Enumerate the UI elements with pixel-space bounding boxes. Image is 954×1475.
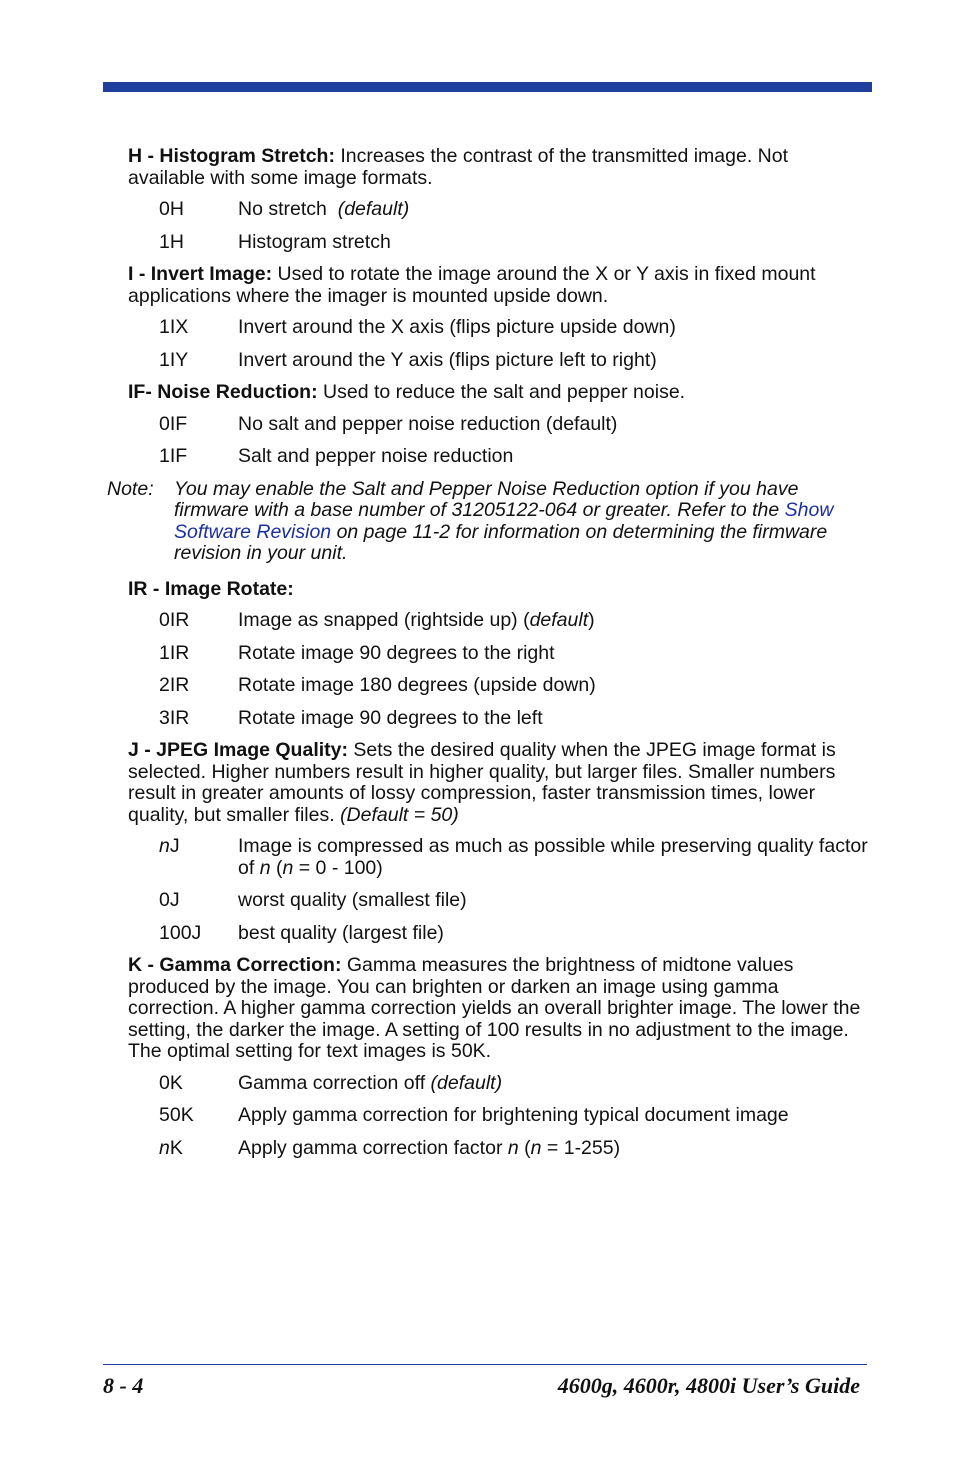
option-row [159, 446, 868, 468]
option-desc: Histogram stretch [238, 230, 391, 253]
default-marker: (default) [337, 198, 410, 220]
histogram-stretch-paragraph [128, 146, 868, 189]
option-desc-text: No stretch [238, 198, 338, 220]
option-row [159, 232, 868, 254]
note-text: on page 11-2 for information on determining the firmware revision in your unit. [174, 520, 828, 564]
option-row [159, 643, 868, 665]
option-row [159, 1105, 868, 1127]
option-row [159, 923, 868, 945]
variable-n: n [282, 856, 294, 879]
option-desc [238, 199, 868, 221]
option-row [159, 610, 868, 632]
option-row [159, 1073, 868, 1095]
option-desc: Salt and pepper noise reduction [238, 445, 514, 467]
document-body [107, 145, 868, 1170]
option-code: 0IF [159, 412, 188, 435]
option-row [159, 350, 868, 372]
option-desc-text: Apply gamma correction factor [238, 1136, 508, 1159]
option-desc: best quality (largest file) [238, 921, 444, 944]
default-marker: default [529, 609, 589, 631]
option-row [159, 708, 868, 730]
option-code: 0K [159, 1071, 183, 1094]
section-heading: IR - Image Rotate: [128, 577, 294, 600]
option-desc-text: Image as snapped (rightside up) ( [238, 609, 530, 631]
gamma-correction-paragraph [128, 955, 868, 1063]
option-row [159, 199, 868, 221]
note-block [107, 479, 868, 565]
option-code: 1IX [159, 316, 189, 338]
note-text: You may enable the Salt and Pepper Noise Reduction option if you have firmware with a base number of 31205122-064 or greater. Refer to the [174, 477, 799, 521]
section-text: Sets the desired quality when the JPEG image format is selected. Higher numbers result in higher quality, but larger files. Smaller numbers result in greater amounts of lossy compression, faster transmission times, lower quality, but smaller files. [128, 739, 836, 826]
jpeg-quality-paragraph [128, 740, 868, 826]
option-code-suffix: K [169, 1136, 183, 1159]
section-heading: J - JPEG Image Quality: [128, 739, 348, 761]
option-desc: worst quality (smallest file) [238, 889, 467, 911]
option-desc: Rotate image 180 degrees (upside down) [238, 674, 596, 696]
option-desc-text: = 1-255) [541, 1136, 621, 1159]
header-rule [103, 82, 872, 92]
show-software-revision-link[interactable]: Show Software Revision [174, 499, 834, 543]
variable-n: n [159, 835, 170, 857]
variable-n: n [530, 1136, 542, 1159]
option-desc [238, 610, 868, 632]
image-rotate-paragraph [128, 579, 868, 601]
default-marker: (default) [430, 1071, 503, 1094]
option-code: 0H [159, 198, 184, 220]
guide-title: 4600g, 4600r, 4800i User’s Guide [557, 1373, 860, 1398]
option-code: 1IR [159, 641, 190, 664]
section-heading: K - Gamma Correction: [128, 954, 342, 976]
option-row [159, 890, 868, 912]
footer-rule [103, 1364, 867, 1365]
option-desc: Rotate image 90 degrees to the left [238, 706, 543, 729]
option-row [159, 317, 868, 339]
option-row [159, 414, 868, 436]
page-number: 8 - 4 [103, 1373, 144, 1398]
option-desc-text: ( [270, 856, 283, 879]
option-desc [238, 836, 868, 879]
option-desc-text: Gamma correction off [238, 1071, 431, 1094]
invert-image-paragraph [128, 264, 868, 307]
option-code-suffix: J [169, 835, 180, 857]
option-desc: Invert around the Y axis (flips picture left to right) [238, 348, 657, 371]
section-text: Used to reduce the salt and pepper noise. [317, 381, 686, 403]
default-marker: (Default = 50) [340, 803, 459, 826]
option-code: 3IR [159, 706, 190, 729]
noise-reduction-paragraph [128, 382, 868, 404]
option-desc [238, 1138, 868, 1160]
option-code: 100J [159, 921, 202, 944]
option-code [159, 1138, 238, 1160]
option-desc-text: = 0 - 100) [293, 856, 383, 879]
variable-n: n [159, 1136, 170, 1159]
option-desc [238, 1073, 868, 1095]
option-desc: Apply gamma correction for brightening typical document image [238, 1104, 789, 1126]
option-code: 2IR [159, 674, 190, 696]
variable-n: n [259, 856, 271, 879]
option-row [159, 1138, 868, 1160]
option-desc: No salt and pepper noise reduction (default) [238, 412, 618, 435]
section-heading: IF- Noise Reduction: [128, 381, 318, 403]
option-desc: Rotate image 90 degrees to the right [238, 641, 555, 664]
option-desc-text: ( [518, 1136, 531, 1159]
section-text: Used to rotate the image around the X or Y axis in fixed mount applications where the imager is mounted upside down. [128, 263, 816, 307]
section-text: Increases the contrast of the transmitted image. Not available with some image formats. [128, 145, 789, 189]
option-row [159, 836, 868, 879]
option-code: 0J [159, 889, 180, 911]
variable-n: n [507, 1136, 519, 1159]
option-code: 1H [159, 230, 184, 253]
option-code: 0IR [159, 609, 190, 631]
option-desc-text: Image is compressed as much as possible while preserving quality factor of [238, 835, 868, 879]
section-text: Gamma measures the brightness of midtone values produced by the image. You can brighten or darken an image using gamma correction. A higher gamma correction yields an overall brighter image. The lower the setting, the darker the image. A setting of 100 results in no adjustment to the image. The optimal setting for text images is 50K. [128, 954, 861, 1062]
option-desc: Invert around the X axis (flips picture upside down) [238, 316, 676, 338]
option-row [159, 675, 868, 697]
option-code: 50K [159, 1104, 194, 1126]
option-code [159, 836, 238, 879]
note-label: Note: [107, 477, 154, 500]
option-desc-text: ) [588, 609, 595, 631]
option-code: 1IF [159, 445, 188, 467]
section-heading: H - Histogram Stretch: [128, 145, 335, 167]
option-code: 1IY [159, 348, 189, 371]
section-heading: I - Invert Image: [128, 263, 273, 285]
